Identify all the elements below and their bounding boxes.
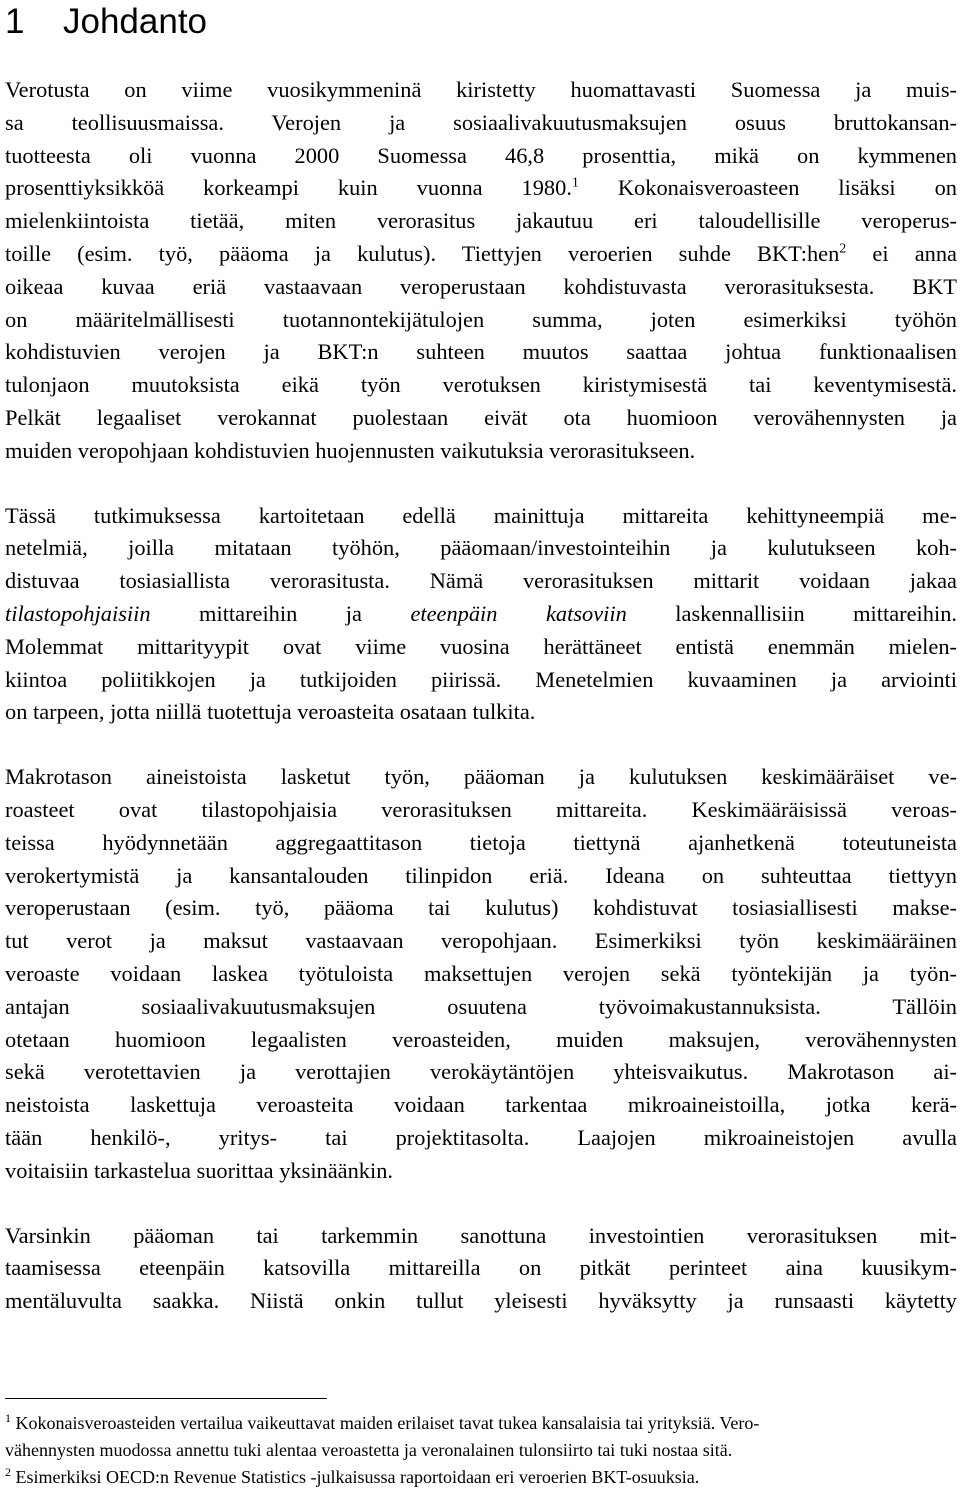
text-line: Makrotason aineistoista lasketut työn, pääoman ja kulutuksen keskimääräiset ve- <box>5 764 957 790</box>
text-line: Pelkät legaaliset verokannat puolestaan eivät ota huomioon verovähennysten ja <box>5 404 957 430</box>
paragraph-2 <box>5 500 957 730</box>
text-line <box>5 172 957 205</box>
text-line: sekä verotettavien ja verottajien verokäytäntöjen yhteisvaikutus. Makrotason ai- <box>5 1059 957 1085</box>
text-line: Varsinkin pääoman tai tarkemmin sanottuna investointien verorasituksen mit- <box>5 1222 957 1248</box>
footnote-1-continued: vähennysten muodossa annettu tuki alentaa veroastetta ja veronalainen tulonsiirto tai tuki nostaa sitä. <box>5 1440 733 1460</box>
paragraph-4 <box>5 1220 957 1318</box>
text-line <box>5 598 957 631</box>
text-line: kohdistuvien verojen ja BKT:n suhteen muutos saattaa johtua funktionaalisen <box>5 339 957 365</box>
section-number: 1 <box>5 2 25 41</box>
text-line: oikeaa kuvaa eriä vastaavaan veroperustaan kohdistuvasta verorasituksesta. BKT <box>5 273 957 299</box>
footnotes <box>5 1410 957 1491</box>
text-line: verokertymistä ja kansantalouden tilinpidon eriä. Ideana on suhteuttaa tiettyyn <box>5 862 957 888</box>
text-segment: mittareihin ja <box>150 600 411 626</box>
footnote-text: Kokonaisveroasteiden vertailua vaikeuttavat maiden erilaiset tavat tukea kansalaisia tai yrityksiä. Vero- <box>15 1413 760 1433</box>
text-line: distuvaa tosiasiallista verorasitusta. Nämä verorasituksen mittarit voidaan jakaa <box>5 568 957 594</box>
text-line <box>5 238 957 271</box>
text-line: sa teollisuusmaissa. Verojen ja sosiaalivakuutusmaksujen osuus bruttokansan- <box>5 109 957 135</box>
text-line: teissa hyödynnetään aggregaattitason tietoja tiettynä ajanhetkenä toteutuneista <box>5 829 957 855</box>
text-line: tulonjaon muutoksista eikä työn verotuksen kiristymisestä tai keventymisestä. <box>5 372 957 398</box>
text-line: tuotteesta oli vuonna 2000 Suomessa 46,8 prosenttia, mikä on kymmenen <box>5 142 957 168</box>
text-line: neistoista laskettuja veroasteita voidaan tarkentaa mikroaineistoilla, jotka kerä- <box>5 1092 957 1118</box>
text-line: roasteet ovat tilastopohjaisia verorasituksen mittareita. Keskimääräisissä veroas- <box>5 796 957 822</box>
footnote-2 <box>5 1464 957 1491</box>
paragraph-3 <box>5 761 957 1187</box>
text-line: on määritelmällisesti tuotannontekijätulojen summa, joten esimerkiksi työhön <box>5 306 957 332</box>
footnote-divider <box>5 1398 327 1399</box>
text-segment: prosenttiyksikköä korkeampi kuin vuonna 1980. <box>5 175 572 201</box>
text-line: mielenkiintoista tietää, miten verorasitus jakautuu eri taloudellisille veroperus- <box>5 208 957 234</box>
text-line: Verotusta on viime vuosikymmeninä kiristetty huomattavasti Suomessa ja muis- <box>5 77 957 102</box>
paragraph-1 <box>5 74 957 468</box>
footnote-marker: 2 <box>5 1465 11 1479</box>
text-line: antajan sosiaalivakuutusmaksujen osuutena työvoimakustannuksista. Tällöin <box>5 993 957 1019</box>
italic-term: eteenpäin katsoviin <box>410 600 627 626</box>
text-segment: ei anna <box>846 240 957 266</box>
text-line: tut verot ja maksut vastaavaan veropohjaan. Esimerkiksi työn keskimääräinen <box>5 928 957 954</box>
text-line: tään henkilö-, yritys- tai projektitasolta. Laajojen mikroaineistojen avulla <box>5 1124 957 1150</box>
section-heading <box>5 0 957 48</box>
text-segment: laskennallisiin mittareihin. <box>626 600 957 626</box>
text-line: Tässä tutkimuksessa kartoitetaan edellä mainittuja mittareita kehittyneempiä me- <box>5 502 957 528</box>
footnote-marker: 1 <box>5 1411 11 1425</box>
section-title: Johdanto <box>63 2 208 41</box>
text-line: Molemmat mittarityypit ovat viime vuosina herättäneet entistä enemmän mielen- <box>5 633 957 659</box>
text-line: voitaisiin tarkastelua suorittaa yksinäänkin. <box>5 1157 394 1183</box>
text-line: veroaste voidaan laskea työtuloista maksettujen verojen sekä työntekijän ja työn- <box>5 960 957 986</box>
text-line: kiintoa poliitikkojen ja tutkijoiden piirissä. Menetelmien kuvaaminen ja arviointi <box>5 666 957 692</box>
text-segment: Kokonaisveroasteen lisäksi on <box>578 175 957 201</box>
text-segment: toille (esim. työ, pääoma ja kulutus). Tiettyjen veroerien suhde BKT:hen <box>5 240 840 266</box>
text-line: otetaan huomioon legaalisten veroasteiden, muiden maksujen, verovähennysten <box>5 1026 957 1052</box>
footnote-text: Esimerkiksi OECD:n Revenue Statistics -julkaisussa raportoidaan eri veroerien BKT-osuuksia. <box>15 1467 700 1487</box>
text-line: veroperustaan (esim. työ, pääoma tai kulutus) kohdistuvat tosiasiallisesti makse- <box>5 895 957 921</box>
footnote-ref-1[interactable]: 1 <box>571 175 579 191</box>
text-line: netelmiä, joilla mitataan työhön, pääomaan/investointeihin ja kulutukseen koh- <box>5 535 957 561</box>
document-page <box>5 0 957 1318</box>
footnote-ref-2[interactable]: 2 <box>839 241 847 257</box>
italic-term: tilastopohjaisiin <box>5 600 151 626</box>
footnote-1 <box>5 1410 957 1437</box>
text-line: taamisessa eteenpäin katsovilla mittareilla on pitkät perinteet aina kuusikym- <box>5 1255 957 1281</box>
text-line: mentäluvulta saakka. Niistä onkin tullut yleisesti hyväksytty ja runsaasti käytetty <box>5 1288 957 1314</box>
text-line: muiden veropohjaan kohdistuvien huojennusten vaikutuksia verorasitukseen. <box>5 437 696 463</box>
text-line: on tarpeen, jotta niillä tuotettuja veroasteita osataan tulkita. <box>5 699 536 725</box>
